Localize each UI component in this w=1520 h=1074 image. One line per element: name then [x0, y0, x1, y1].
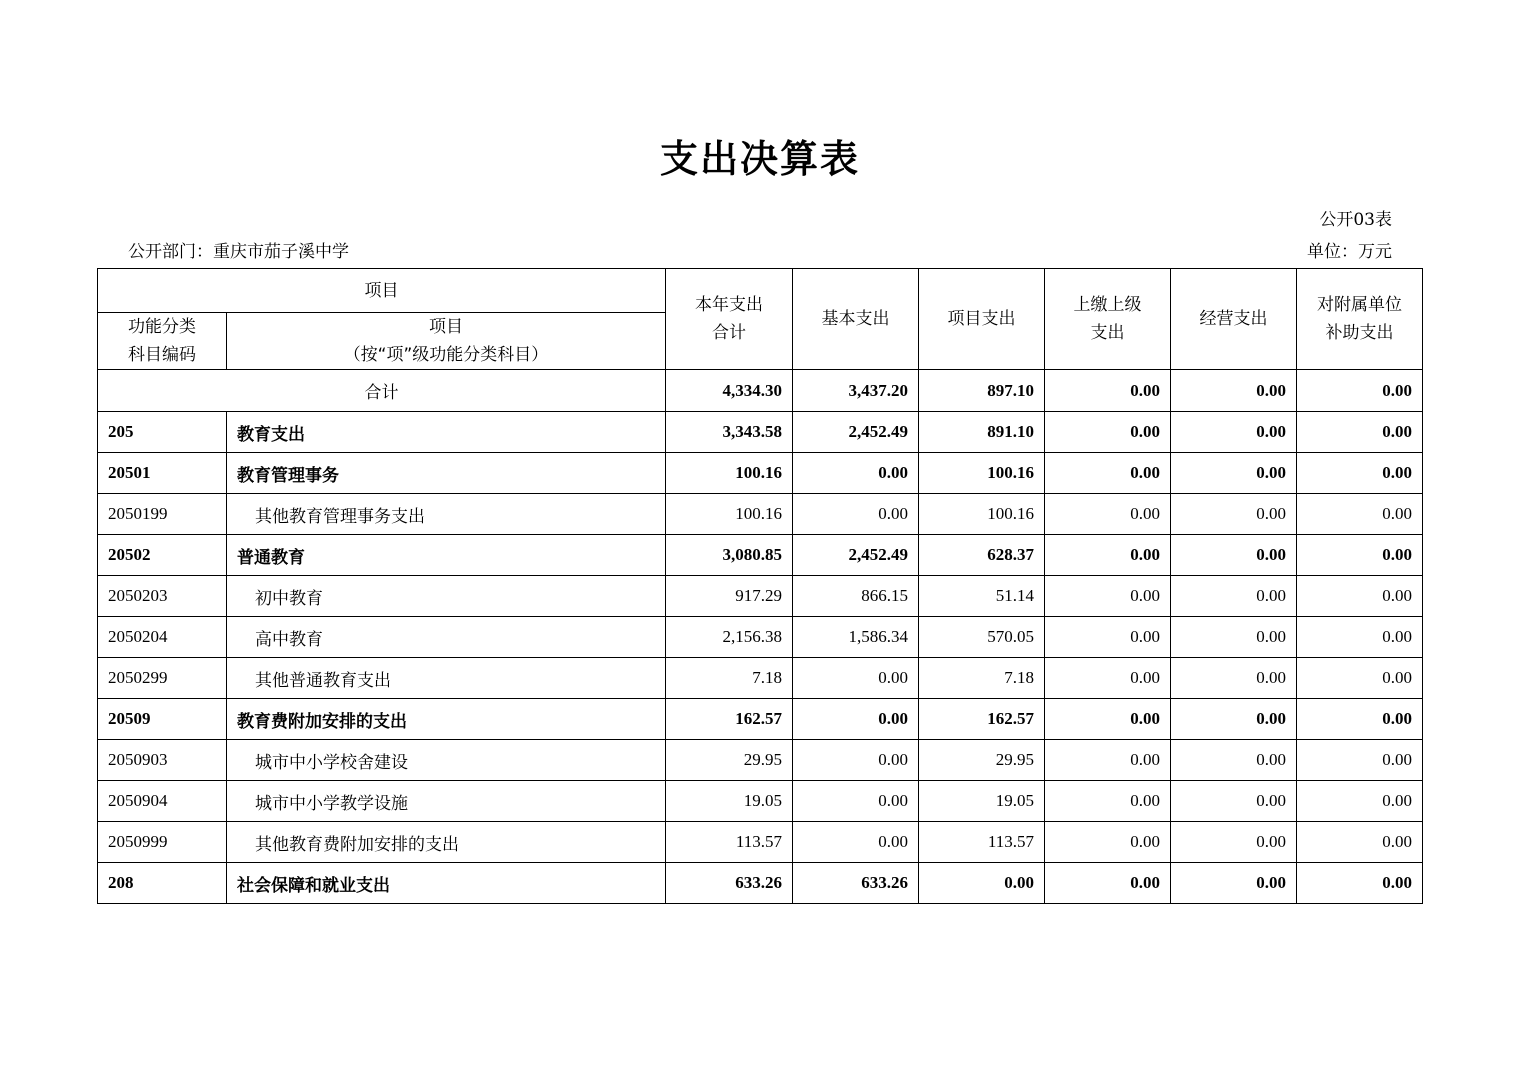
row-upper: 0.00: [1045, 863, 1171, 904]
row-name: 社会保障和就业支出: [227, 863, 666, 904]
row-name: 其他教育费附加安排的支出: [227, 822, 666, 863]
row-project: 162.57: [919, 699, 1045, 740]
header-subsidy: 对附属单位 补助支出: [1297, 269, 1423, 370]
total-business: 0.00: [1171, 370, 1297, 412]
header-upper: 上缴上级 支出: [1045, 269, 1171, 370]
row-business: 0.00: [1171, 576, 1297, 617]
row-subsidy: 0.00: [1297, 535, 1423, 576]
row-project: 51.14: [919, 576, 1045, 617]
row-basic: 2,452.49: [793, 412, 919, 453]
row-project: 29.95: [919, 740, 1045, 781]
row-upper: 0.00: [1045, 412, 1171, 453]
total-basic: 3,437.20: [793, 370, 919, 412]
row-business: 0.00: [1171, 699, 1297, 740]
total-label: 合计: [98, 370, 666, 412]
row-basic: 0.00: [793, 699, 919, 740]
row-code: 20501: [98, 453, 227, 494]
row-project: 113.57: [919, 822, 1045, 863]
row-basic: 0.00: [793, 740, 919, 781]
row-subsidy: 0.00: [1297, 781, 1423, 822]
row-total: 3,343.58: [666, 412, 793, 453]
page-title: 支出决算表: [659, 137, 860, 181]
row-code: 20502: [98, 535, 227, 576]
row-total: 113.57: [666, 822, 793, 863]
row-subsidy: 0.00: [1297, 576, 1423, 617]
row-code: 205: [98, 412, 227, 453]
row-basic: 0.00: [793, 453, 919, 494]
header-business: 经营支出: [1171, 269, 1297, 370]
department-label: 公开部门：重庆市茄子溪中学: [128, 242, 349, 262]
row-total: 162.57: [666, 699, 793, 740]
row-basic: 633.26: [793, 863, 919, 904]
row-total: 2,156.38: [666, 617, 793, 658]
row-name: 其他教育管理事务支出: [227, 494, 666, 535]
table-row: [98, 412, 1423, 453]
table-row: [98, 863, 1423, 904]
row-total: 29.95: [666, 740, 793, 781]
total-upper: 0.00: [1045, 370, 1171, 412]
row-total: 19.05: [666, 781, 793, 822]
row-code: 2050299: [98, 658, 227, 699]
unit-label: 单位：万元: [1307, 242, 1392, 262]
table-row: [98, 699, 1423, 740]
row-upper: 0.00: [1045, 740, 1171, 781]
row-code: 2050199: [98, 494, 227, 535]
row-basic: 1,586.34: [793, 617, 919, 658]
row-name: 其他普通教育支出: [227, 658, 666, 699]
table-row: [98, 658, 1423, 699]
row-basic: 0.00: [793, 494, 919, 535]
row-business: 0.00: [1171, 535, 1297, 576]
row-project: 19.05: [919, 781, 1045, 822]
row-name: 教育管理事务: [227, 453, 666, 494]
row-total: 917.29: [666, 576, 793, 617]
row-business: 0.00: [1171, 412, 1297, 453]
row-subsidy: 0.00: [1297, 863, 1423, 904]
row-business: 0.00: [1171, 453, 1297, 494]
row-business: 0.00: [1171, 863, 1297, 904]
total-row: [98, 370, 1423, 412]
row-upper: 0.00: [1045, 576, 1171, 617]
header-code: 功能分类 科目编码: [98, 313, 227, 370]
total-subsidy: 0.00: [1297, 370, 1423, 412]
row-basic: 0.00: [793, 822, 919, 863]
row-subsidy: 0.00: [1297, 658, 1423, 699]
row-project: 100.16: [919, 453, 1045, 494]
row-name: 教育费附加安排的支出: [227, 699, 666, 740]
row-subsidy: 0.00: [1297, 453, 1423, 494]
header-item: 项目: [98, 269, 666, 313]
total-project: 897.10: [919, 370, 1045, 412]
row-code: 2050204: [98, 617, 227, 658]
row-total: 633.26: [666, 863, 793, 904]
header-total: 本年支出 合计: [666, 269, 793, 370]
row-code: 2050999: [98, 822, 227, 863]
row-business: 0.00: [1171, 658, 1297, 699]
row-total: 3,080.85: [666, 535, 793, 576]
row-name: 初中教育: [227, 576, 666, 617]
row-upper: 0.00: [1045, 494, 1171, 535]
row-code: 2050904: [98, 781, 227, 822]
row-upper: 0.00: [1045, 535, 1171, 576]
row-upper: 0.00: [1045, 699, 1171, 740]
row-upper: 0.00: [1045, 822, 1171, 863]
form-number: 公开03表: [1319, 210, 1392, 230]
row-code: 2050203: [98, 576, 227, 617]
row-subsidy: 0.00: [1297, 494, 1423, 535]
row-upper: 0.00: [1045, 453, 1171, 494]
header-name: 项目 （按“项”级功能分类科目）: [227, 313, 666, 370]
row-name: 普通教育: [227, 535, 666, 576]
total-sum: 4,334.30: [666, 370, 793, 412]
row-name: 教育支出: [227, 412, 666, 453]
table-row: [98, 453, 1423, 494]
row-business: 0.00: [1171, 822, 1297, 863]
row-upper: 0.00: [1045, 781, 1171, 822]
header-basic: 基本支出: [793, 269, 919, 370]
row-basic: 866.15: [793, 576, 919, 617]
row-subsidy: 0.00: [1297, 822, 1423, 863]
row-project: 7.18: [919, 658, 1045, 699]
row-basic: 0.00: [793, 658, 919, 699]
table-row: [98, 535, 1423, 576]
table-row: [98, 781, 1423, 822]
row-basic: 2,452.49: [793, 535, 919, 576]
row-business: 0.00: [1171, 494, 1297, 535]
row-project: 628.37: [919, 535, 1045, 576]
row-code: 2050903: [98, 740, 227, 781]
table-row: [98, 740, 1423, 781]
row-upper: 0.00: [1045, 617, 1171, 658]
row-project: 570.05: [919, 617, 1045, 658]
row-subsidy: 0.00: [1297, 617, 1423, 658]
row-total: 7.18: [666, 658, 793, 699]
row-name: 城市中小学校舍建设: [227, 740, 666, 781]
row-name: 高中教育: [227, 617, 666, 658]
table-row: [98, 617, 1423, 658]
row-code: 20509: [98, 699, 227, 740]
row-name: 城市中小学教学设施: [227, 781, 666, 822]
row-total: 100.16: [666, 453, 793, 494]
row-project: 891.10: [919, 412, 1045, 453]
row-project: 0.00: [919, 863, 1045, 904]
row-upper: 0.00: [1045, 658, 1171, 699]
row-subsidy: 0.00: [1297, 412, 1423, 453]
row-business: 0.00: [1171, 781, 1297, 822]
row-total: 100.16: [666, 494, 793, 535]
row-business: 0.00: [1171, 740, 1297, 781]
table-row: [98, 576, 1423, 617]
row-business: 0.00: [1171, 617, 1297, 658]
row-code: 208: [98, 863, 227, 904]
row-project: 100.16: [919, 494, 1045, 535]
row-subsidy: 0.00: [1297, 699, 1423, 740]
table-row: [98, 494, 1423, 535]
row-subsidy: 0.00: [1297, 740, 1423, 781]
header-project: 项目支出: [919, 269, 1045, 370]
table-row: [98, 822, 1423, 863]
expenditure-table: [97, 268, 1423, 904]
row-basic: 0.00: [793, 781, 919, 822]
